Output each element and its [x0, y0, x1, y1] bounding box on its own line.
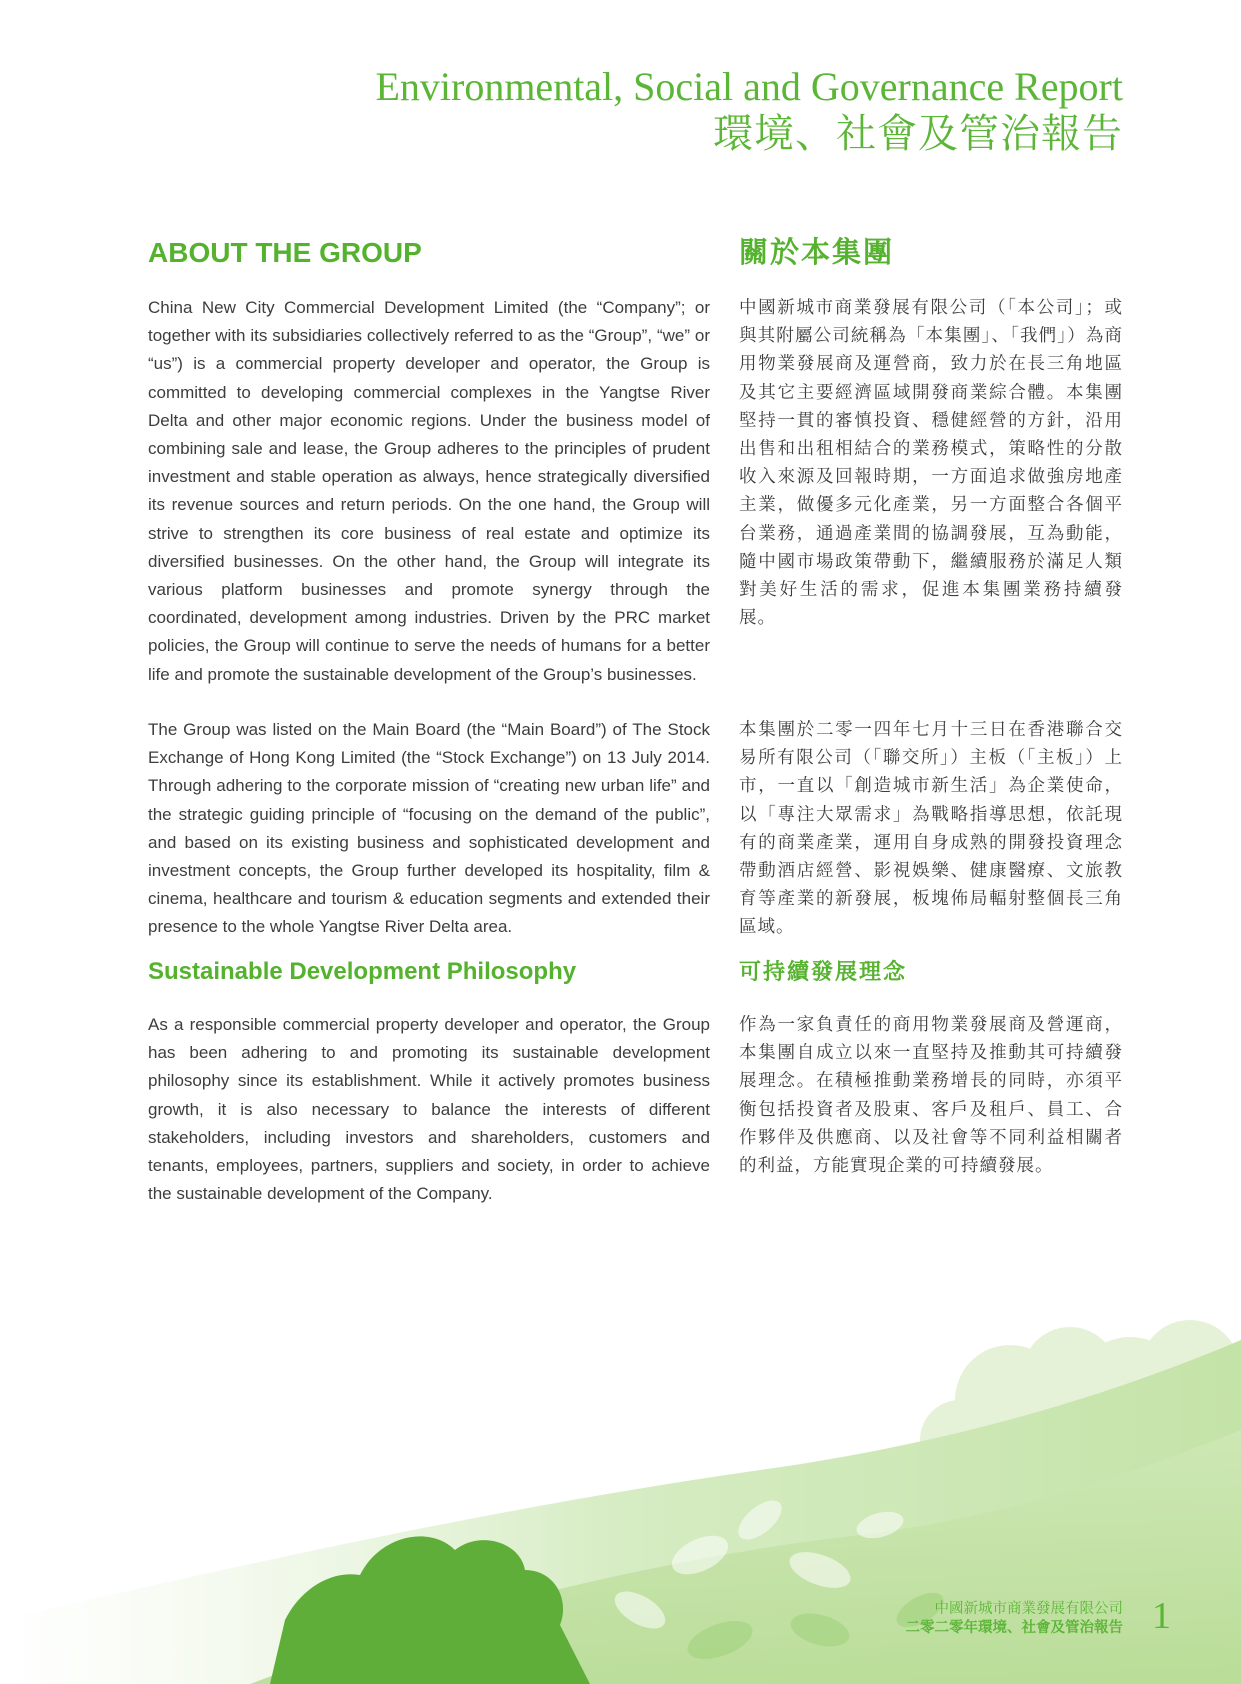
- about-paragraph-1-zh: 中國新城市商業發展有限公司（「本公司」；或與其附屬公司統稱為「本集團」、「我們」）為商用物業發展商及運營商，致力於在長三角地區及其它主要經濟區域開發商業綜合體。本集團堅持一貫的審慎投資、穩健經營的方針，沿用出售和出租相結合的業務模式，策略性的分散收入來源及回報時期，一方面追求做強房地產主業，做優多元化產業，另一方面整合各個平台業務，通過產業間的協調發展，互為動能，隨中國市場政策帶動下，繼續服務於滿足人類對美好生活的需求，促進本集團業務持續發展。: [739, 298, 1123, 629]
- page-number: 1: [1152, 1595, 1171, 1637]
- philosophy-paragraph-en: As a responsible commercial property developer and operator, the Group has been adhering to and promoting its sustainable development philosophy since its establishment. While it actively promotes business growth, it is also necessary to balance the interests of different stakeholders, including investors and shareholders, customers and tenants, employees, partners, suppliers and society, in order to achieve the sustainable development of the Company.: [148, 1015, 710, 1204]
- about-paragraph-1-en: China New City Commercial Development Limited (the “Company”; or together with its subsidiaries collectively referred to as the “Group”, “we” or “us”) is a commercial property developer and operator, the Group is committed to developing commercial complexes in the Yangtse River Delta and other major economic regions. Under the business model of combining sale and lease, the Group adheres to the principles of prudent investment and stable operation as always, hence strategically diversified its revenue sources and return periods. On the one hand, the Group will strive to strengthen its core business of real estate and optimize its diversified businesses. On the other hand, the Group will integrate its various platform businesses and promote synergy through the coordinated, development among industries. Driven by the PRC market policies, the Group will continue to serve the needs of humans for a better life and promote the sustainable development of the Group’s businesses.: [148, 298, 710, 684]
- footer-report-name: 二零二零年環境、社會及管治報告: [905, 1620, 1123, 1636]
- philosophy-heading-zh: 可持續發展理念: [739, 959, 908, 984]
- about-heading-en: ABOUT THE GROUP: [148, 237, 422, 268]
- about-paragraph-2-en: The Group was listed on the Main Board (the “Main Board”) of The Stock Exchange of Hong Kong Limited (the “Stock Exchange”) on 13 July 2014. Through adhering to the corporate mission of “creating new urban life” and the strategic guiding principle of “focusing on the demand of the public”, and based on its existing business and sophisticated development and investment concepts, the Group further developed its hospitality, film & cinema, healthcare and tourism & education segments and extended their presence to the whole Yangtse River Delta area.: [148, 720, 710, 937]
- report-title-zh: 環境、社會及管治報告: [713, 111, 1123, 156]
- about-paragraph-2-zh: 本集團於二零一四年七月十三日在香港聯合交易所有限公司（「聯交所」）主板（「主板」）上市，一直以「創造城市新生活」為企業使命，以「專注大眾需求」為戰略指導思想，依託現有的商業產業，運用自身成熟的開發投資理念帶動酒店經營、影視娛樂、健康醫療、文旅教育等產業的新發展，板塊佈局輻射整個長三角區域。: [739, 720, 1123, 938]
- footer-company-name: 中國新城市商業發展有限公司: [934, 1601, 1123, 1617]
- report-header: [375, 64, 1123, 158]
- report-title-en: Environmental, Social and Governance Report: [375, 64, 1123, 109]
- philosophy-heading-en: Sustainable Development Philosophy: [148, 958, 577, 985]
- about-heading-zh: 關於本集團: [739, 237, 895, 269]
- philosophy-paragraph-zh: 作為一家負責任的商用物業發展商及營運商，本集團自成立以來一直堅持及推動其可持續發展理念。在積極推動業務增長的同時，亦須平衡包括投資者及股東、客戶及租戶、員工、合作夥伴及供應商、以及社會等不同利益相關者的利益，方能實現企業的可持續發展。: [739, 1015, 1123, 1177]
- page-footer: [906, 1600, 1124, 1638]
